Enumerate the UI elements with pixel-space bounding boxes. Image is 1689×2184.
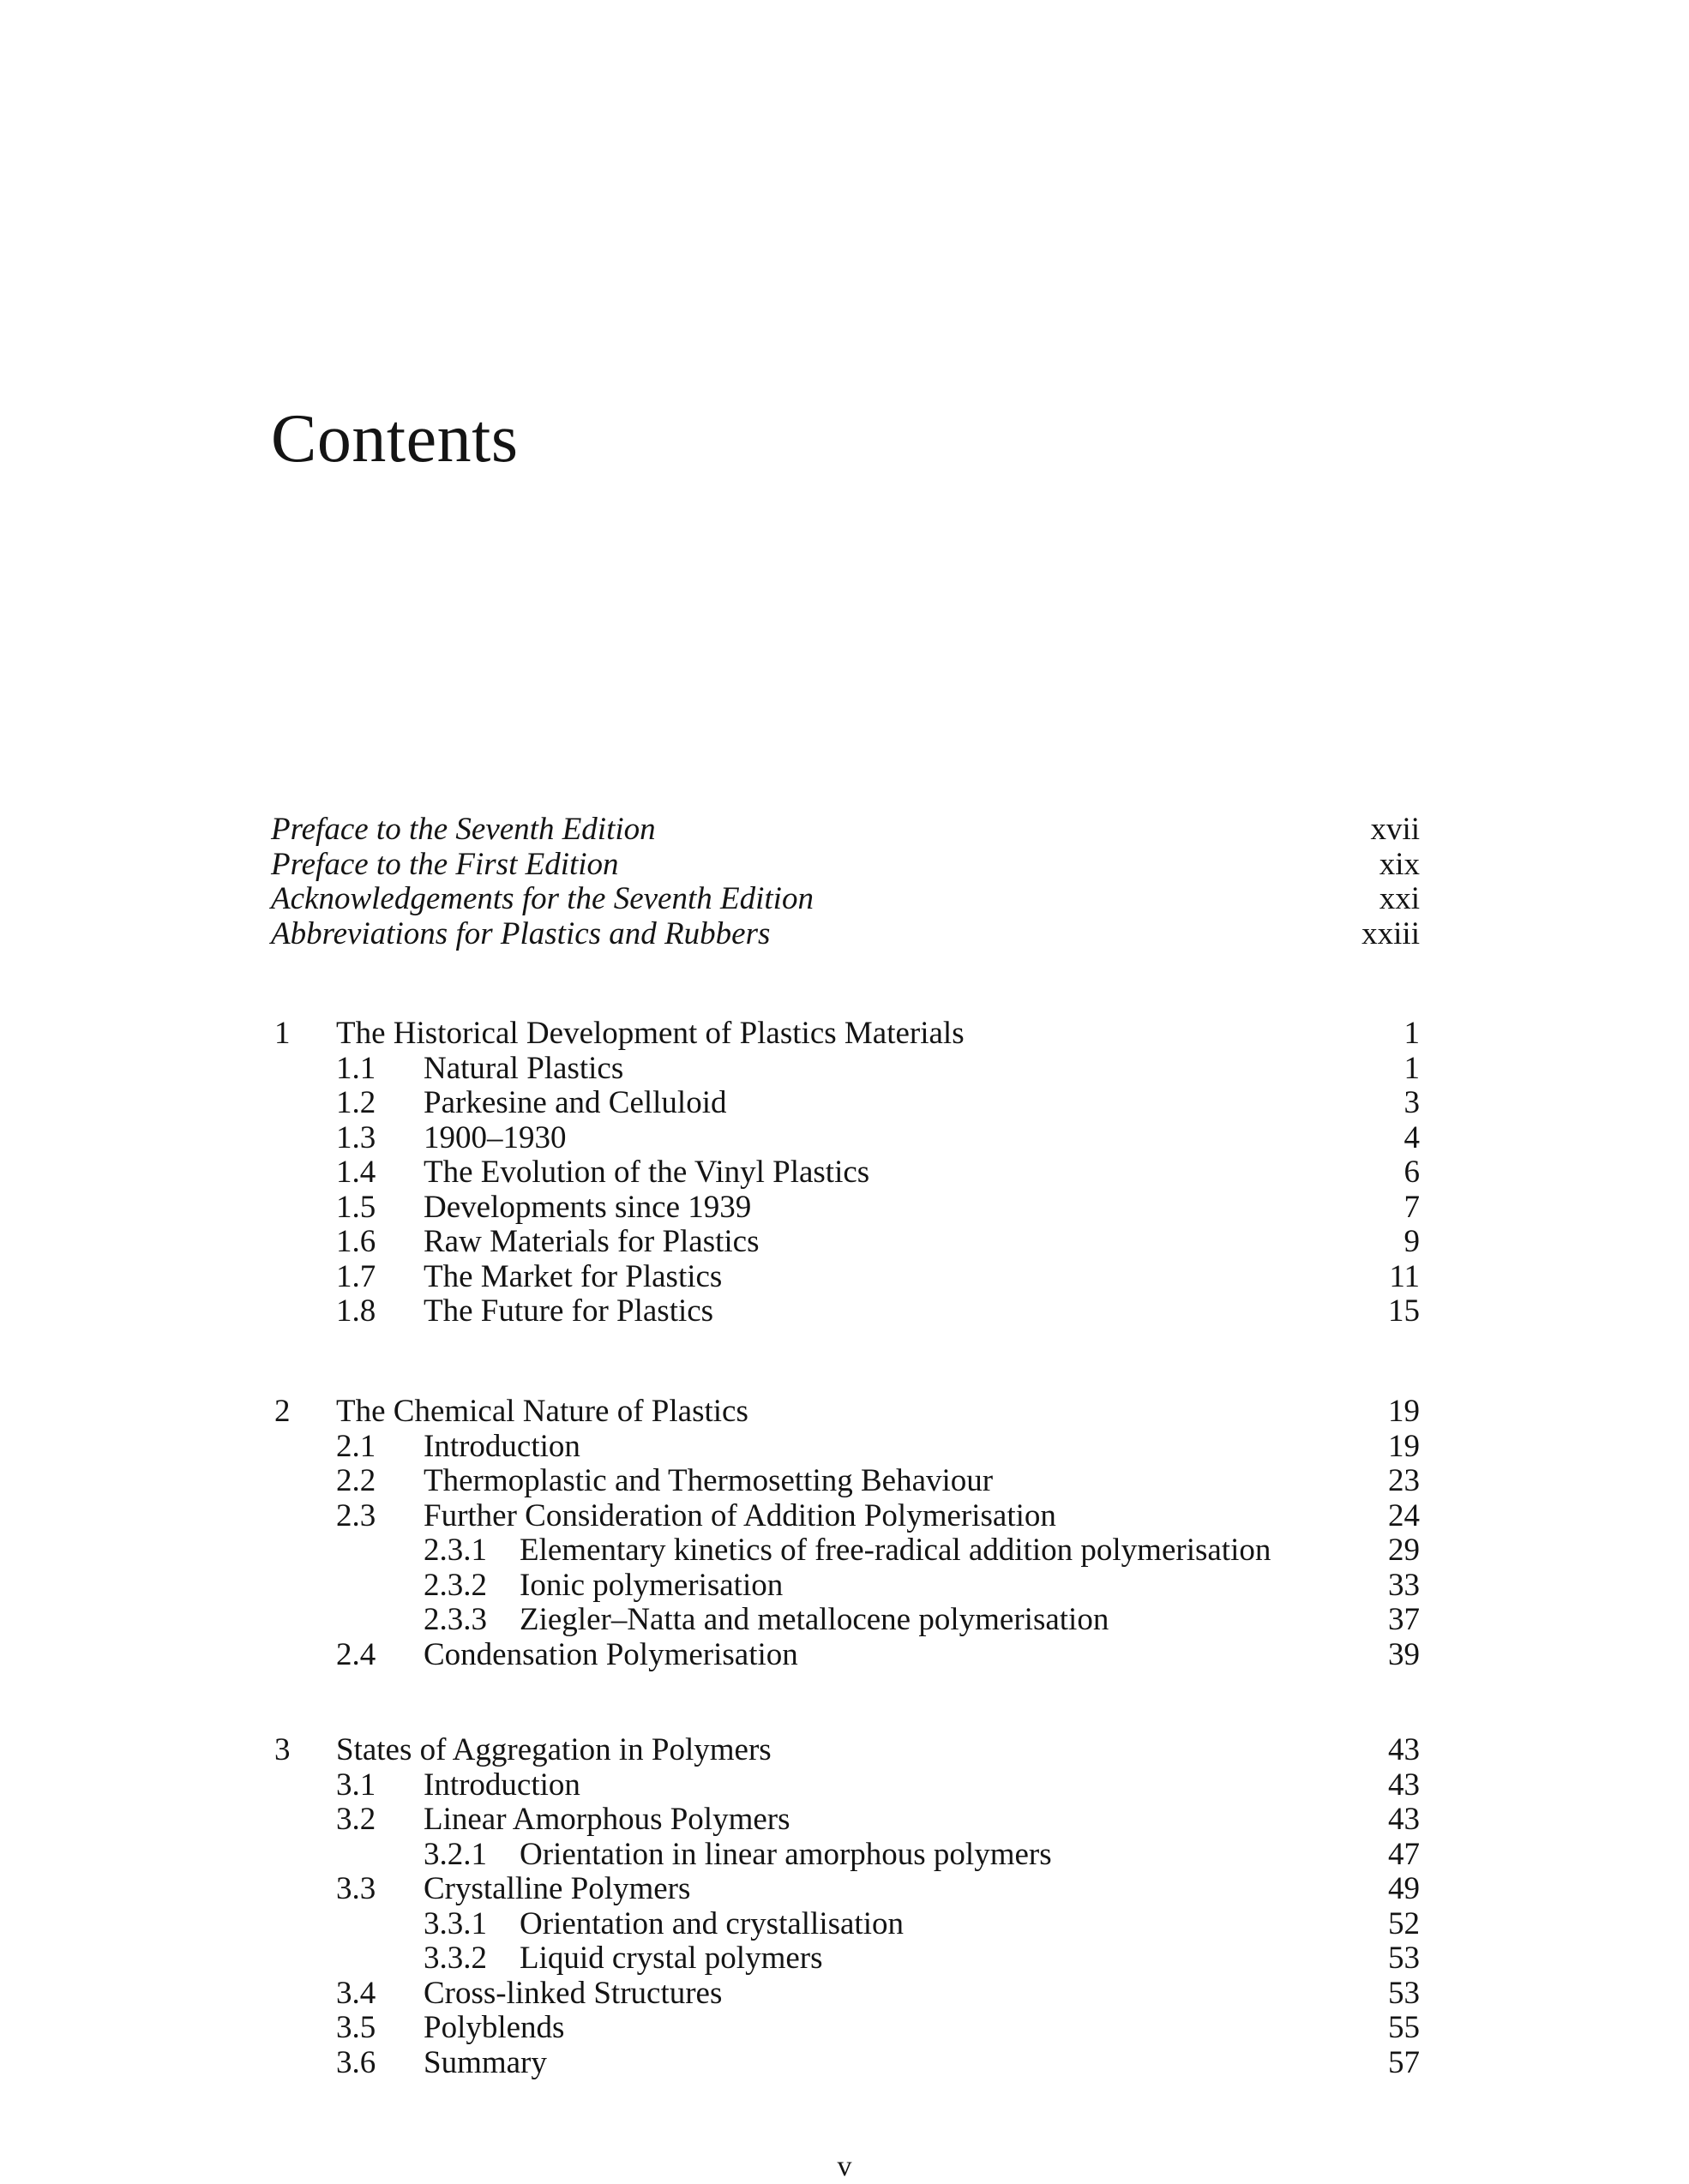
section-page: 23	[1388, 1463, 1420, 1498]
section-entry[interactable]	[271, 1499, 1420, 1534]
section-title: Crystalline Polymers	[424, 1871, 691, 1906]
section-title: Natural Plastics	[424, 1050, 624, 1086]
chapter-1-block	[271, 1017, 1420, 1329]
section-title: Summary	[424, 2044, 547, 2080]
section-page: 1	[1403, 1050, 1420, 1086]
subsection-page: 37	[1388, 1602, 1420, 1637]
subsection-number: 3.3.1	[424, 1905, 487, 1941]
section-entry[interactable]	[271, 1803, 1420, 1838]
chapter-2-block	[271, 1395, 1420, 1672]
section-number: 1.4	[336, 1155, 376, 1190]
toc-entry-label: Preface to the Seventh Edition	[271, 812, 656, 847]
section-title: 1900–1930	[424, 1119, 567, 1155]
section-page: 49	[1388, 1871, 1420, 1906]
section-number: 1.1	[336, 1050, 376, 1086]
toc-entry-label: Preface to the First Edition	[271, 846, 619, 882]
section-number: 3.6	[336, 2044, 376, 2080]
section-title: Condensation Polymerisation	[424, 1636, 798, 1672]
section-number: 3.4	[336, 1975, 376, 2011]
chapter-page: 19	[1388, 1394, 1420, 1429]
section-title: Thermoplastic and Thermosetting Behaviour	[424, 1463, 994, 1498]
chapter-page: 43	[1388, 1732, 1420, 1767]
subsection-number: 2.3.2	[424, 1567, 487, 1603]
subsection-page: 53	[1388, 1941, 1420, 1976]
subsection-title: Orientation in linear amorphous polymers	[520, 1836, 1052, 1872]
subsection-page: 33	[1388, 1567, 1420, 1603]
section-page: 11	[1389, 1258, 1420, 1294]
chapter-heading[interactable]	[271, 1733, 1420, 1768]
toc-entry[interactable]	[271, 882, 1420, 917]
section-entry[interactable]	[271, 1977, 1420, 2012]
toc-entry-label: Acknowledgements for the Seventh Edition	[271, 881, 814, 916]
section-number: 1.3	[336, 1119, 376, 1155]
section-entry[interactable]	[271, 1872, 1420, 1907]
subsection-entry[interactable]	[271, 1569, 1420, 1604]
section-entry[interactable]	[271, 1191, 1420, 1226]
subsection-entry[interactable]	[271, 1603, 1420, 1638]
section-entry[interactable]	[271, 2046, 1420, 2081]
section-title: Parkesine and Celluloid	[424, 1085, 727, 1120]
section-entry[interactable]	[271, 1260, 1420, 1295]
subsection-number: 3.3.2	[424, 1941, 487, 1976]
page-title: Contents	[271, 400, 519, 477]
subsection-entry[interactable]	[271, 1941, 1420, 1977]
section-number: 3.5	[336, 2010, 376, 2045]
chapter-page: 1	[1403, 1016, 1420, 1051]
section-number: 3.1	[336, 1767, 376, 1803]
chapter-title: The Chemical Nature of Plastics	[336, 1394, 748, 1429]
section-title: Developments since 1939	[424, 1189, 752, 1225]
section-entry[interactable]	[271, 1121, 1420, 1156]
section-title: Polyblends	[424, 2010, 565, 2045]
section-title: The Future for Plastics	[424, 1293, 714, 1329]
chapter-title: The Historical Development of Plastics Materials	[336, 1016, 965, 1051]
chapter-heading[interactable]	[271, 1395, 1420, 1430]
section-entry[interactable]	[271, 1768, 1420, 1803]
section-number: 2.3	[336, 1497, 376, 1533]
subsection-entry[interactable]	[271, 1533, 1420, 1569]
chapter-number: 1	[274, 1016, 291, 1051]
section-page: 15	[1388, 1293, 1420, 1329]
front-matter-list	[271, 813, 1420, 951]
subsection-number: 2.3.1	[424, 1533, 487, 1568]
section-number: 1.7	[336, 1258, 376, 1294]
section-page: 6	[1403, 1155, 1420, 1190]
chapter-title: States of Aggregation in Polymers	[336, 1732, 772, 1767]
section-title: Linear Amorphous Polymers	[424, 1802, 790, 1837]
section-page: 19	[1388, 1428, 1420, 1464]
section-page: 9	[1403, 1224, 1420, 1259]
section-page: 3	[1403, 1085, 1420, 1120]
subsection-title: Elementary kinetics of free-radical addition polymerisation	[520, 1533, 1271, 1568]
section-entry[interactable]	[271, 1225, 1420, 1260]
toc-entry[interactable]	[271, 813, 1420, 848]
section-page: 24	[1388, 1497, 1420, 1533]
section-page: 4	[1403, 1119, 1420, 1155]
section-page: 53	[1388, 1975, 1420, 2011]
section-page: 43	[1388, 1767, 1420, 1803]
section-entry[interactable]	[271, 1430, 1420, 1465]
section-entry[interactable]	[271, 1086, 1420, 1121]
subsection-page: 52	[1388, 1905, 1420, 1941]
section-entry[interactable]	[271, 1052, 1420, 1087]
section-number: 2.4	[336, 1636, 376, 1672]
section-title: Further Consideration of Addition Polymerisation	[424, 1497, 1056, 1533]
subsection-entry[interactable]	[271, 1907, 1420, 1942]
section-title: Introduction	[424, 1428, 580, 1464]
section-number: 1.8	[336, 1293, 376, 1329]
subsection-title: Orientation and crystallisation	[520, 1905, 904, 1941]
section-page: 39	[1388, 1636, 1420, 1672]
section-number: 1.5	[336, 1189, 376, 1225]
chapter-number: 3	[274, 1732, 291, 1767]
section-page: 43	[1388, 1802, 1420, 1837]
toc-entry-page: xxi	[1379, 881, 1420, 916]
section-title: Cross-linked Structures	[424, 1975, 723, 2011]
section-entry[interactable]	[271, 1464, 1420, 1499]
subsection-entry[interactable]	[271, 1838, 1420, 1873]
section-number: 2.1	[336, 1428, 376, 1464]
subsection-number: 2.3.3	[424, 1602, 487, 1637]
section-title: Introduction	[424, 1767, 580, 1803]
section-number: 1.2	[336, 1085, 376, 1120]
section-page: 7	[1403, 1189, 1420, 1225]
page-folio: v	[837, 2151, 852, 2182]
chapter-3-block	[271, 1733, 1420, 2080]
subsection-page: 29	[1388, 1533, 1420, 1568]
subsection-title: Ionic polymerisation	[520, 1567, 784, 1603]
section-entry[interactable]	[271, 2011, 1420, 2046]
subsection-title: Liquid crystal polymers	[520, 1941, 823, 1976]
subsection-page: 47	[1388, 1836, 1420, 1872]
section-page: 57	[1388, 2044, 1420, 2080]
section-entry[interactable]	[271, 1638, 1420, 1673]
toc-entry[interactable]	[271, 848, 1420, 883]
toc-entry-page: xix	[1379, 846, 1420, 882]
toc-entry-label: Abbreviations for Plastics and Rubbers	[271, 915, 771, 951]
toc-entry-page: xvii	[1370, 812, 1420, 847]
section-number: 1.6	[336, 1224, 376, 1259]
toc-entry-page: xxiii	[1361, 915, 1420, 951]
chapter-heading[interactable]	[271, 1017, 1420, 1052]
subsection-title: Ziegler–Natta and metallocene polymerisation	[520, 1602, 1109, 1637]
subsection-number: 3.2.1	[424, 1836, 487, 1872]
section-entry[interactable]	[271, 1294, 1420, 1329]
section-title: The Evolution of the Vinyl Plastics	[424, 1155, 870, 1190]
section-number: 3.3	[336, 1871, 376, 1906]
section-number: 2.2	[336, 1463, 376, 1498]
section-entry[interactable]	[271, 1155, 1420, 1191]
section-number: 3.2	[336, 1802, 376, 1837]
section-title: Raw Materials for Plastics	[424, 1224, 760, 1259]
section-title: The Market for Plastics	[424, 1258, 723, 1294]
section-page: 55	[1388, 2010, 1420, 2045]
toc-entry[interactable]	[271, 917, 1420, 952]
chapter-number: 2	[274, 1394, 291, 1429]
